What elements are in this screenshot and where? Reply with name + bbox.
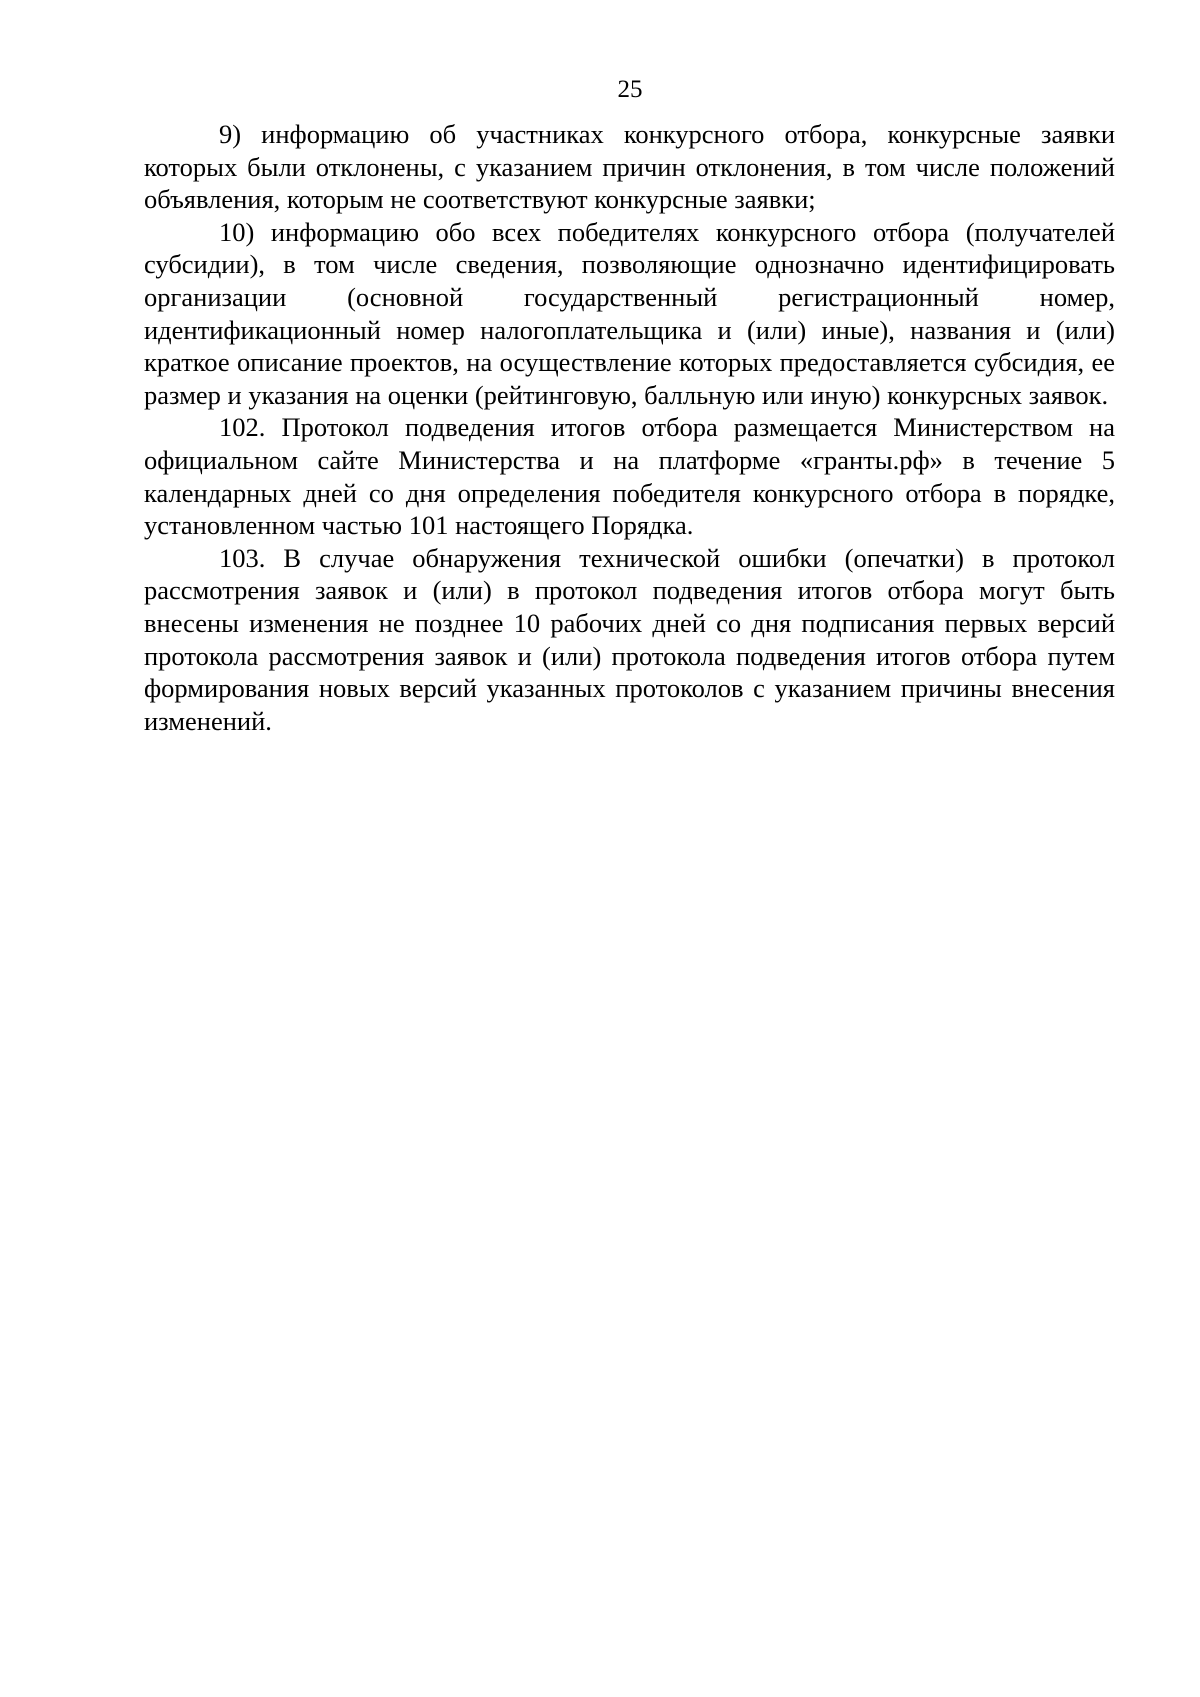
paragraph-section-102: 102. Протокол подведения итогов отбора размещается Министерством на официальном сайте Министерства и на платформе «гранты.рф» в течение 5 календарных дней со дня определения победителя конкурсного отбора в порядке, установленном частью 101 настоящего Порядка.	[144, 412, 1115, 541]
document-body	[144, 118, 1115, 737]
paragraph-section-103: 103. В случае обнаружения технической ошибки (опечатки) в протокол рассмотрения заявок и (или) в протокол подведения итогов отбора могут быть внесены изменения не позднее 10 рабочих дней со дня подписания первых версий протокола рассмотрения заявок и (или) протокола подведения итогов отбора путем формирования новых версий указанных протоколов с указанием причины внесения изменений.	[144, 542, 1115, 736]
paragraph-item-9: 9) информацию об участниках конкурсного отбора, конкурсные заявки которых были отклонены, с указанием причин отклонения, в том числе положений объявления, которым не соответствуют конкурсные заявки;	[144, 119, 1115, 215]
paragraph-item-10: 10) информацию обо всех победителях конкурсного отбора (получателей субсидии), в том числе сведения, позволяющие однозначно идентифицировать организации (основной государственный регистрационный номер, идентификационный номер налогоплательщика и (или) иные), названия и (или) краткое описание проектов, на осуществление которых предоставляется субсидия, ее размер и указания на оценки (рейтинговую, балльную или иную) конкурсных заявок.	[144, 216, 1115, 410]
page-number: 25	[617, 76, 643, 103]
